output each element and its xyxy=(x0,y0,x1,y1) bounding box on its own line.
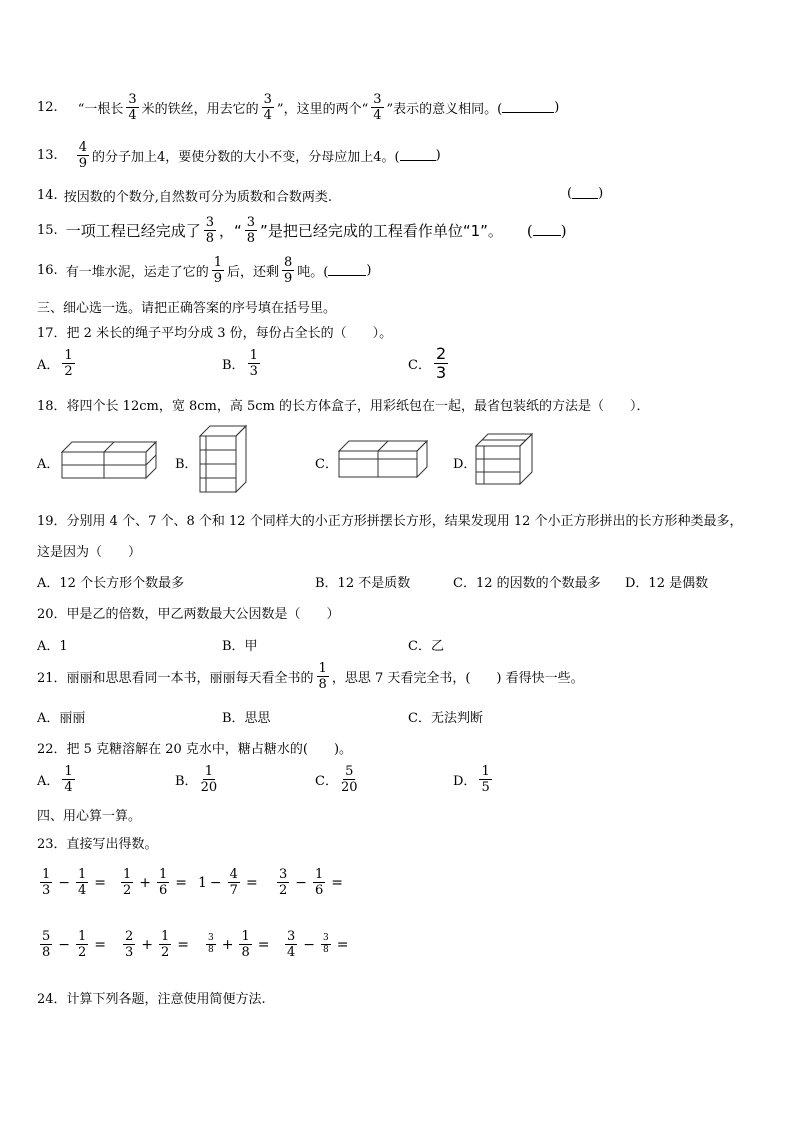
fraction: $\frac{1}{3}$ xyxy=(249,348,258,379)
question-13: 13. $\frac{4}{9}$ 的分子加上4，要使分数的大小不变，分母应加上4。( ) xyxy=(37,140,441,171)
question-24: 24．计算下列各题，注意使用简便方法. xyxy=(37,992,266,1007)
fraction: $\frac{1}{4}$ xyxy=(64,764,73,795)
fraction: $\frac{4}{9}$ xyxy=(78,140,87,171)
option-d[interactable]: D．12 是偶数 xyxy=(625,576,709,591)
fraction: $\frac{1}{20}$ xyxy=(200,764,218,795)
question-17: 17．把 2 米长的绳子平均分成 3 份，每份占全长的（ ）。 xyxy=(37,326,393,341)
fraction: $\frac{1}{9}$ xyxy=(213,255,222,286)
answer-blank[interactable] xyxy=(502,102,554,113)
option-a[interactable]: A． xyxy=(37,457,60,472)
boxes-arrangement-a xyxy=(60,438,160,482)
answer-blank[interactable] xyxy=(533,225,561,236)
option-d[interactable]: D． xyxy=(453,457,477,472)
calc-item: $\frac{3}{4}$ − $\frac{3}{8}$ = xyxy=(287,929,349,960)
option-c[interactable]: C．无法判断 xyxy=(408,711,483,726)
fraction: $\frac{3}{8}$ xyxy=(205,215,214,246)
question-20: 20．甲是乙的倍数，甲乙两数最大公因数是（ ） xyxy=(37,607,340,622)
calc-item: $\frac{5}{8}$ − $\frac{1}{2}$ = xyxy=(42,929,107,960)
calc-item: $\frac{2}{3}$ + $\frac{1}{2}$ = xyxy=(125,929,190,960)
fraction: $\frac{1}{8}$ xyxy=(318,661,327,692)
option-b[interactable]: B． $\frac{1}{3}$ xyxy=(222,348,258,379)
answer-blank[interactable] xyxy=(328,265,366,276)
option-b[interactable]: B．12 不是质数 xyxy=(315,576,411,591)
question-22: 22．把 5 克糖溶解在 20 克水中，糖占糖水的( )。 xyxy=(37,742,353,757)
fraction: $\frac{3}{2}$ xyxy=(279,867,288,898)
question-21: 21．丽丽和思思看同一本书，丽丽每天看全书的 $\frac{1}{8}$ ，思思 7 天看完全书，( ) 看得快一些。 xyxy=(37,661,584,692)
fraction: $\frac{1}{2}$ xyxy=(78,929,87,960)
option-b[interactable]: B． $\frac{1}{20}$ xyxy=(175,764,218,795)
calc-item: $\frac{1}{2}$ + $\frac{1}{6}$ = xyxy=(123,867,188,898)
fraction: $\frac{1}{6}$ xyxy=(315,867,324,898)
calc-item: 1 − $\frac{4}{7}$ = xyxy=(198,867,258,898)
fraction: $\frac{2}{3}$ xyxy=(435,344,447,382)
option-c[interactable]: C． xyxy=(315,457,338,472)
answer-blank[interactable] xyxy=(572,188,598,199)
fraction: $\frac{1}{2}$ xyxy=(161,929,170,960)
option-b[interactable]: B． xyxy=(175,457,198,472)
fraction: $\frac{8}{9}$ xyxy=(284,255,293,286)
option-c[interactable]: C．12 的因数的个数最多 xyxy=(453,576,601,591)
calc-item: $\frac{3}{8}$ + $\frac{1}{8}$ = xyxy=(208,929,270,960)
section-3-heading: 三、细心选一选。请把正确答案的序号填在括号里。 xyxy=(37,301,337,316)
boxes-arrangement-d xyxy=(474,432,536,488)
answer-blank[interactable] xyxy=(400,150,436,161)
fraction: $\frac{3}{8}$ xyxy=(208,933,214,955)
boxes-arrangement-c xyxy=(337,437,431,481)
section-4-heading: 四、用心算一算。 xyxy=(37,809,142,824)
option-a[interactable]: A．12 个长方形个数最多 xyxy=(37,576,185,591)
option-c[interactable]: C． $\frac{5}{20}$ xyxy=(315,764,358,795)
question-15: 15. 一项工程已经完成了 $\frac{3}{8}$ ，“ $\frac{3}{8}$ ”是把已经完成的工程看作单位“1”。 ( ) xyxy=(37,215,567,246)
fraction: $\frac{3}{4}$ xyxy=(263,92,272,123)
calc-item: $\frac{3}{2}$ − $\frac{1}{6}$ = xyxy=(279,867,344,898)
fraction: $\frac{1}{2}$ xyxy=(64,348,73,379)
option-b[interactable]: B．思思 xyxy=(222,711,271,726)
option-a[interactable]: A．1 xyxy=(37,639,68,654)
option-a[interactable]: A． $\frac{1}{4}$ xyxy=(37,764,73,795)
option-c[interactable]: C．乙 xyxy=(408,639,444,654)
boxes-arrangement-b xyxy=(198,424,250,494)
calc-item: $\frac{1}{3}$ − $\frac{1}{4}$ = xyxy=(42,867,107,898)
fraction: $\frac{5}{20}$ xyxy=(340,764,358,795)
fraction: $\frac{3}{4}$ xyxy=(128,92,137,123)
fraction: $\frac{1}{6}$ xyxy=(159,867,168,898)
fraction: $\frac{3}{4}$ xyxy=(287,929,296,960)
question-23: 23．直接写出得数。 xyxy=(37,837,158,852)
option-d[interactable]: D． $\frac{1}{5}$ xyxy=(453,764,490,795)
fraction: $\frac{4}{7}$ xyxy=(229,867,238,898)
fraction: $\frac{5}{8}$ xyxy=(42,929,51,960)
fraction: $\frac{2}{3}$ xyxy=(125,929,134,960)
fraction: $\frac{1}{4}$ xyxy=(78,867,87,898)
fraction: $\frac{1}{5}$ xyxy=(481,764,490,795)
fraction: $\frac{3}{8}$ xyxy=(246,215,256,246)
option-c[interactable]: C． $\frac{2}{3}$ xyxy=(408,344,447,382)
question-12: 12. “一根长 $\frac{3}{4}$ 米的铁丝，用去它的 $\frac{3}{4}$ ”，这里的两个“ $\frac{3}{4}$ ”表示的意义相同。( ) xyxy=(37,92,560,123)
question-19-line-1: 19．分别用 4 个、7 个、8 个和 12 个同样大的小正方形拼摆长方形，结果发现用 12 个小正方形拼出的长方形种类最多， xyxy=(37,514,743,529)
fraction: $\frac{1}{8}$ xyxy=(241,929,250,960)
option-b[interactable]: B．甲 xyxy=(222,639,258,654)
fraction: $\frac{1}{3}$ xyxy=(42,867,51,898)
question-14-answer: ( ) xyxy=(567,186,604,201)
question-14: 14. 按因数的个数分,自然数可分为质数和合数两类. xyxy=(37,188,332,205)
question-19-line-2: 这是因为（ ） xyxy=(37,545,142,560)
question-18: 18．将四个长 12cm，宽 8cm，高 5cm 的长方体盒子，用彩纸包在一起，最省包装纸的方法是（ ）． xyxy=(37,399,650,414)
fraction: $\frac{3}{4}$ xyxy=(373,92,382,123)
question-16: 16. 有一堆水泥，运走了它的 $\frac{1}{9}$ 后，还剩 $\frac{8}{9}$ 吨。( ) xyxy=(37,255,372,286)
fraction: $\frac{1}{2}$ xyxy=(123,867,132,898)
fraction: $\frac{3}{8}$ xyxy=(323,933,329,955)
option-a[interactable]: A． $\frac{1}{2}$ xyxy=(37,348,73,379)
option-a[interactable]: A．丽丽 xyxy=(37,711,86,726)
